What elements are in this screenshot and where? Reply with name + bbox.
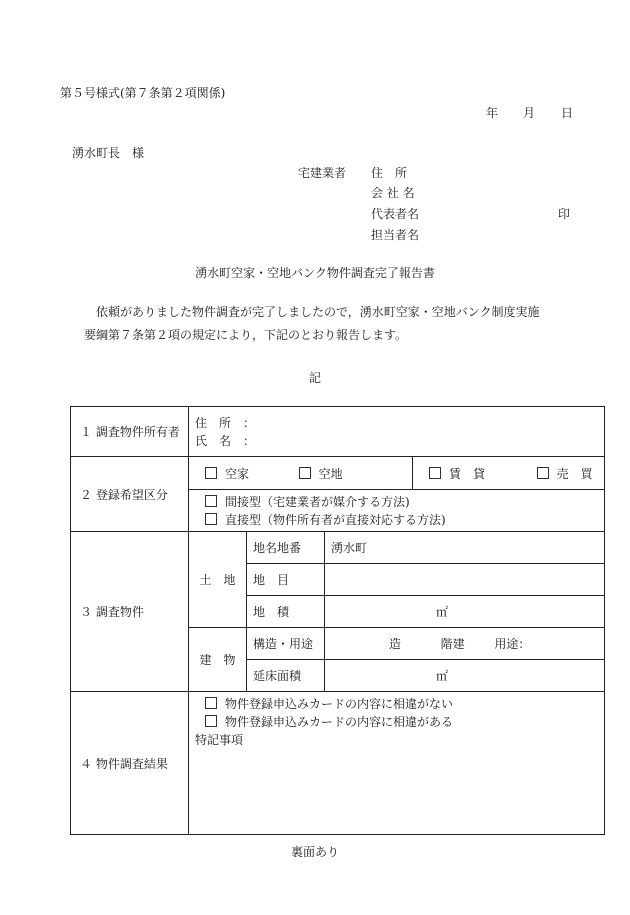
building-structure-value[interactable] bbox=[325, 628, 605, 660]
land-category-value[interactable] bbox=[325, 564, 605, 596]
section1-label: １ 調査物件所有者 bbox=[71, 407, 189, 457]
section3-label: ３ 調査物件 bbox=[71, 532, 189, 692]
option-akiya-akichi-cell bbox=[189, 457, 413, 490]
footer-note: 裏面あり bbox=[290, 845, 339, 859]
section4-label: ４ 物件調査結果 bbox=[71, 692, 189, 835]
row-land-1 bbox=[71, 532, 605, 564]
checkbox-akiya[interactable] bbox=[205, 467, 217, 479]
floor-area-label: 延床面積 bbox=[247, 660, 325, 692]
report-table bbox=[70, 406, 605, 835]
document-title: 湧水町空家・空地バンク物件調査完了報告書 bbox=[195, 266, 435, 280]
land-lot-label: 地名地番 bbox=[247, 532, 325, 564]
ki-heading: 記 bbox=[308, 371, 321, 385]
land-area-label: 地 積 bbox=[247, 596, 325, 628]
option-akiya: 空家 bbox=[225, 466, 250, 481]
check-no-difference: 物件登録申込みカードの内容に相違がない bbox=[225, 697, 454, 711]
date-year: 年 bbox=[486, 106, 499, 120]
checkbox-baibai[interactable] bbox=[537, 467, 549, 479]
option-akichi: 空地 bbox=[318, 466, 343, 481]
land-category-label: 地 目 bbox=[247, 564, 325, 596]
row-owner bbox=[71, 407, 605, 457]
sender-representative-label: 代表者名 bbox=[371, 207, 420, 221]
seal-mark: 印 bbox=[558, 207, 571, 221]
building-structure-label: 構造・用途 bbox=[247, 628, 325, 660]
checkbox-direct[interactable] bbox=[205, 513, 217, 525]
sender-person-label: 担当者名 bbox=[371, 228, 420, 242]
registration-type-cell bbox=[189, 490, 605, 532]
body-line-1: 依頼がありました物件調査が完了しましたので，湧水町空家・空地バンク制度実施 bbox=[96, 305, 540, 319]
section2-label: ２ 登録希望区分 bbox=[71, 457, 189, 532]
type-direct: 直接型（物件所有者が直接対応する方法) bbox=[225, 512, 446, 527]
checkbox-no-difference[interactable] bbox=[205, 697, 217, 709]
structure-zo: 造 bbox=[389, 637, 402, 651]
form-number: 第５号様式(第７条第２項関係) bbox=[60, 86, 226, 100]
row-registration-1 bbox=[71, 457, 605, 490]
land-lot-value: 湧水町 bbox=[325, 532, 605, 564]
floor-area-unit: ㎡ bbox=[436, 669, 449, 683]
body-line-2: 要綱第７条第２項の規定により，下記のとおり報告します。 bbox=[84, 328, 408, 342]
row-result bbox=[71, 692, 605, 835]
remarks-label: 特記事項 bbox=[195, 733, 244, 747]
sender-address-label: 住 所 bbox=[371, 166, 408, 180]
date-month: 月 bbox=[523, 106, 536, 120]
option-chintai: 賃 貸 bbox=[449, 466, 486, 481]
structure-yoto: 用途： bbox=[494, 637, 531, 651]
option-baibai: 売 買 bbox=[556, 466, 593, 481]
checkbox-indirect[interactable] bbox=[205, 495, 217, 507]
owner-name: 氏 名 ： bbox=[195, 433, 256, 448]
check-difference: 物件登録申込みカードの内容に相違がある bbox=[225, 715, 454, 729]
checkbox-difference[interactable] bbox=[205, 715, 217, 727]
land-area-unit: ㎡ bbox=[436, 605, 449, 619]
checkbox-chintai[interactable] bbox=[429, 467, 441, 479]
structure-kaidate: 階建 bbox=[440, 637, 465, 651]
owner-address: 住 所 ： bbox=[195, 415, 256, 430]
option-chintai-baibai-cell bbox=[413, 457, 605, 490]
floor-area-value[interactable] bbox=[325, 660, 605, 692]
addressee: 湧水町長 様 bbox=[72, 146, 145, 160]
type-indirect: 間接型（宅建業者が媒介する方法) bbox=[225, 494, 410, 509]
checkbox-akichi[interactable] bbox=[299, 467, 311, 479]
building-label: 建 物 bbox=[189, 628, 247, 692]
land-area-value[interactable] bbox=[325, 596, 605, 628]
sender-role: 宅建業者 bbox=[298, 166, 347, 180]
owner-cell bbox=[189, 407, 605, 457]
date-day: 日 bbox=[561, 106, 574, 120]
sender-company-label: 会 社 名 bbox=[371, 186, 415, 200]
result-cell bbox=[189, 692, 605, 835]
land-label: 土 地 bbox=[189, 532, 247, 628]
